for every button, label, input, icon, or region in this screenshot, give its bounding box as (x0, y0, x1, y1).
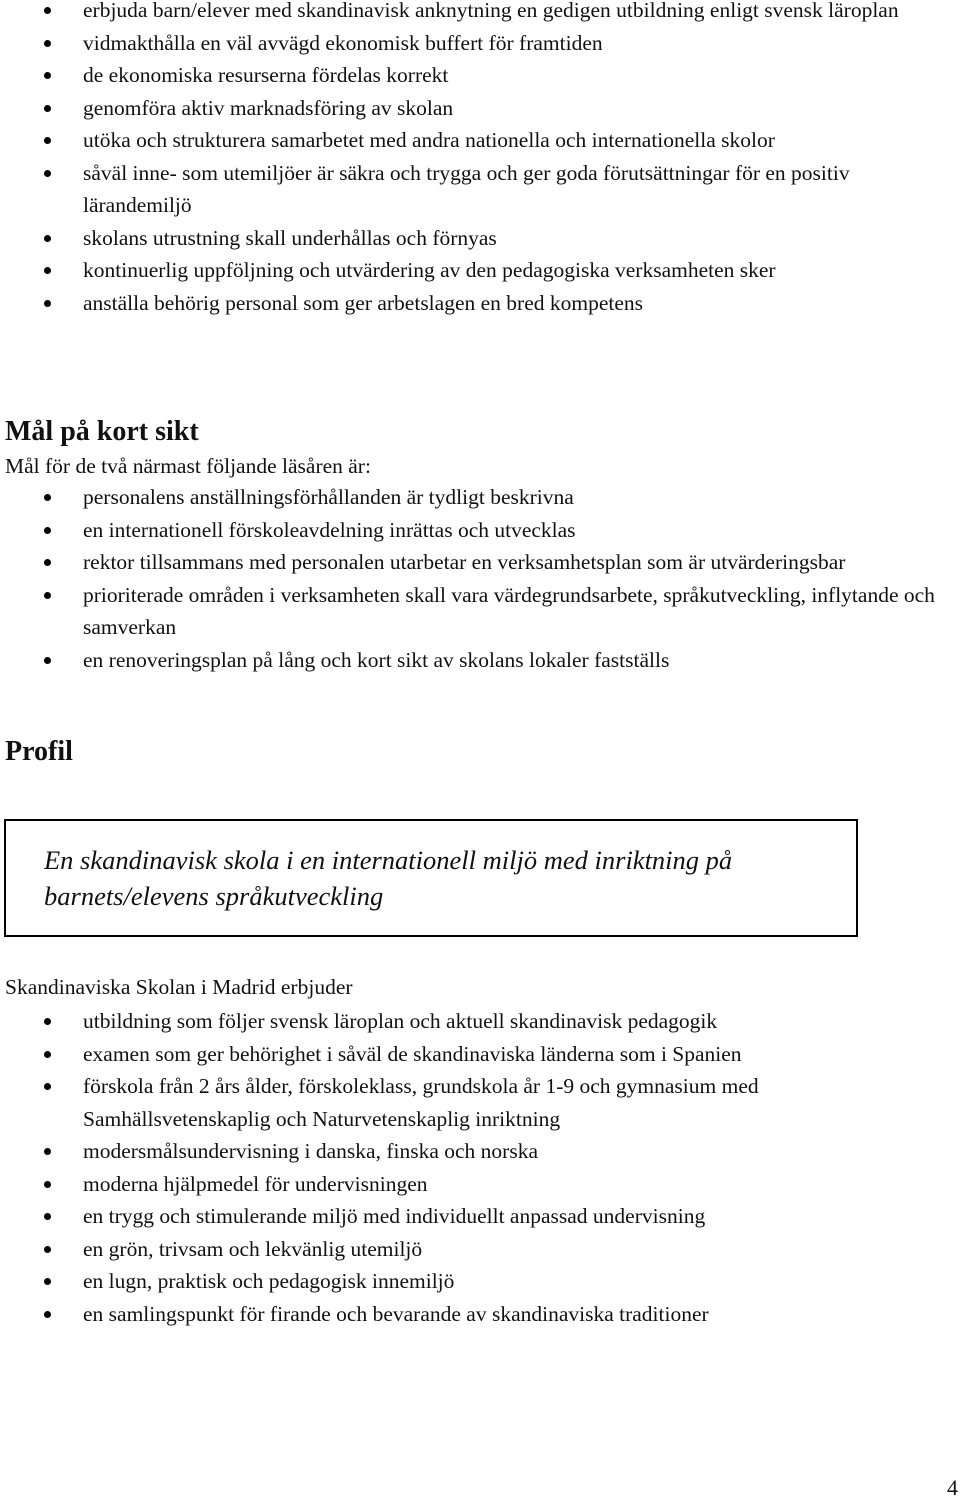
short-term-intro: Mål för de två närmast följande läsåren är: (5, 454, 371, 478)
section-heading-profile: Profil (5, 736, 73, 767)
list-item: utöka och strukturera samarbetet med andra nationella och internationella skolor (0, 124, 960, 157)
list-item: en internationell förskoleavdelning inrättas och utvecklas (0, 514, 960, 547)
list-item: skolans utrustning skall underhållas och förnyas (0, 222, 960, 255)
list-item: en samlingspunkt för firande och bevarande av skandinaviska traditioner (0, 1298, 960, 1331)
list-item: examen som ger behörighet i såväl de skandinaviska länderna som i Spanien (0, 1038, 960, 1071)
list-item: kontinuerlig uppföljning och utvärdering av den pedagogiska verksamheten sker (0, 254, 960, 287)
list-item: genomföra aktiv marknadsföring av skolan (0, 92, 960, 125)
short-term-list (0, 481, 960, 676)
list-item: anställa behörig personal som ger arbetslagen en bred kompetens (0, 287, 960, 320)
list-item: rektor tillsammans med personalen utarbetar en verksamhetsplan som är utvärderingsbar (0, 546, 960, 579)
list-item: modersmålsundervisning i danska, finska och norska (0, 1135, 960, 1168)
list-item: prioriterade områden i verksamheten skall vara värdegrundsarbete, språkutveckling, inflytande och samverkan (0, 579, 960, 644)
offers-list (0, 1005, 960, 1330)
page-number: 4 (947, 1475, 958, 1500)
list-item: en trygg och stimulerande miljö med individuellt anpassad undervisning (0, 1200, 960, 1233)
list-item: personalens anställningsförhållanden är tydligt beskrivna (0, 481, 960, 514)
list-item: en lugn, praktisk och pedagogisk innemiljö (0, 1265, 960, 1298)
section-heading-short-term: Mål på kort sikt (5, 416, 199, 447)
list-item: moderna hjälpmedel för undervisningen (0, 1168, 960, 1201)
list-item: såväl inne- som utemiljöer är säkra och trygga och ger goda förutsättningar för en positiv lärandemiljö (0, 157, 960, 222)
motto-box (4, 819, 858, 937)
list-item: en renoveringsplan på lång och kort sikt av skolans lokaler fastställs (0, 644, 960, 677)
offer-intro: Skandinaviska Skolan i Madrid erbjuder (5, 975, 353, 999)
list-item: erbjuda barn/elever med skandinavisk anknytning en gedigen utbildning enligt svensk läroplan (0, 0, 960, 27)
list-item: förskola från 2 års ålder, förskoleklass, grundskola år 1-9 och gymnasium med Samhällsvetenskaplig och Naturvetenskaplig inriktning (0, 1070, 960, 1135)
motto-text: En skandinavisk skola i en internationell miljö med inriktning på barnets/elevens språkutveckling (44, 845, 733, 911)
list-item: vidmakthålla en väl avvägd ekonomisk buffert för framtiden (0, 27, 960, 60)
list-item: en grön, trivsam och lekvänlig utemiljö (0, 1233, 960, 1266)
list-item: utbildning som följer svensk läroplan och aktuell skandinavisk pedagogik (0, 1005, 960, 1038)
list-item: de ekonomiska resurserna fördelas korrekt (0, 59, 960, 92)
goals-list (0, 0, 960, 319)
